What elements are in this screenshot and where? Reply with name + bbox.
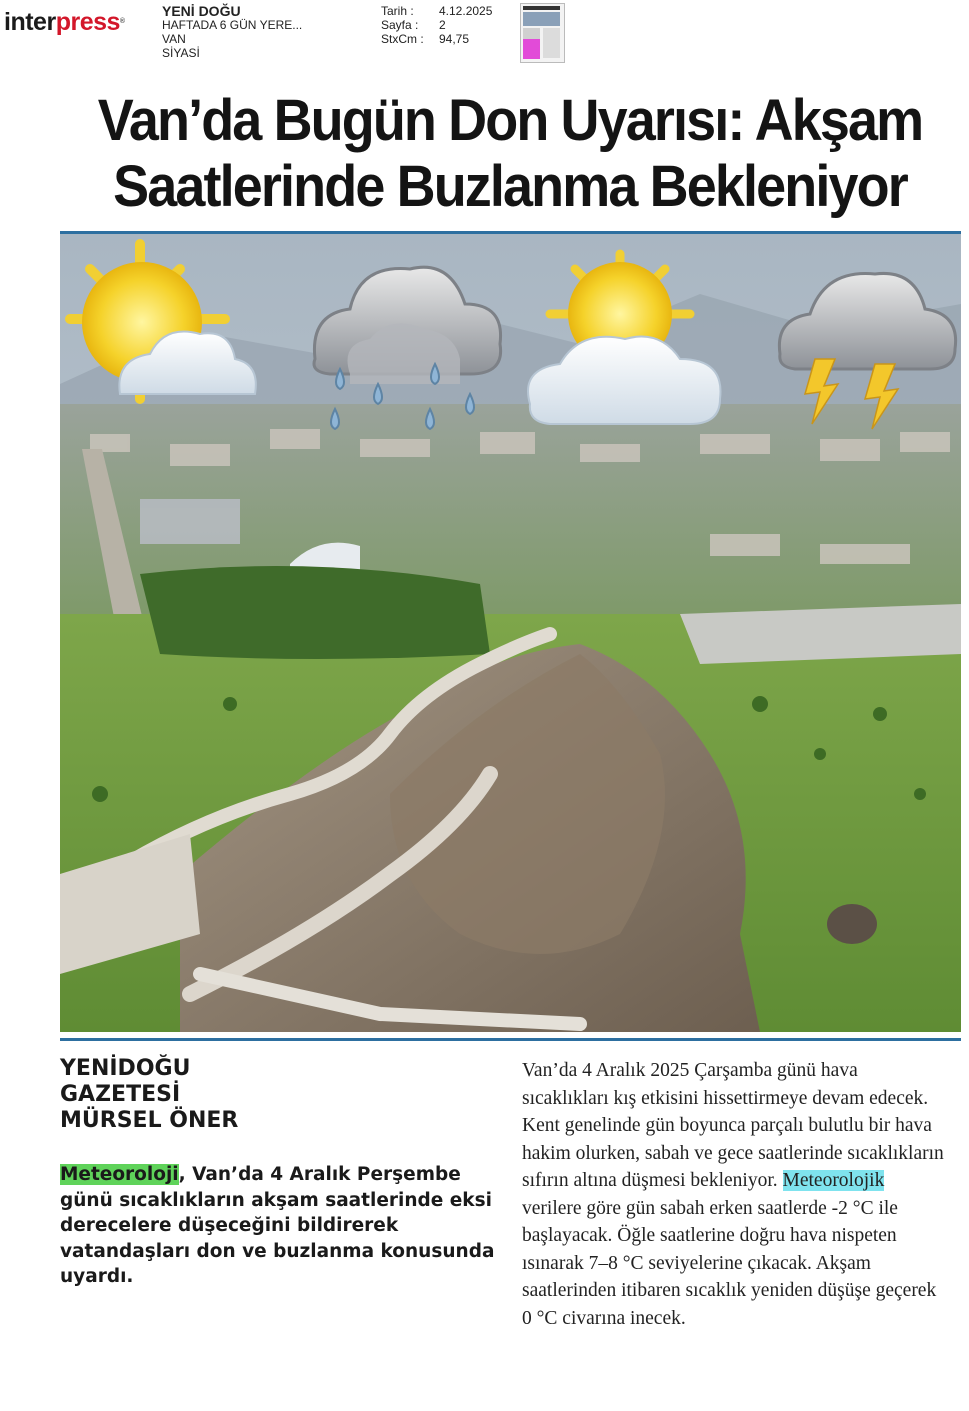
lead-paragraph [60, 1162, 500, 1290]
publication-info [162, 4, 302, 60]
byline-line-1: YENİDOĞU [60, 1056, 191, 1081]
headline-line-2: Saatlerinde Buzlanma Bekleniyor [113, 154, 907, 219]
article-photo [60, 231, 961, 1041]
page-value: 2 [439, 18, 446, 32]
body-text-part-2: verilere göre gün sabah erken saatlerde -2 °C ile başlayacak. Öğle saatlerine doğru hava nispeten ısınarak 7–8 °C seviyelerine çıkacak. Akşam saatlerinden itibaren sıcaklık yeniden düşüşe geçerek 0 °C civarına inecek. [522, 1197, 937, 1329]
headline [92, 88, 929, 220]
body-paragraph [522, 1057, 947, 1332]
lead-highlight: Meteoroloji [60, 1164, 179, 1185]
byline [60, 1056, 238, 1134]
page-thumbnail[interactable] [520, 3, 565, 63]
publication-city: VAN [162, 32, 186, 46]
publication-frequency: HAFTADA 6 GÜN YERE... [162, 18, 303, 32]
body-highlight: Meteorolojik [782, 1170, 885, 1191]
lead-text: , Van’da 4 Aralık Perşembe günü sıcaklıkların akşam saatlerinde eksi derecelere düşeceğini bildirerek vatandaşları don ve buzlanma konusunda uyardı. [60, 1164, 495, 1287]
body-text-part-1: Van’da 4 Aralık 2025 Çarşamba günü hava sıcaklıkları kış etkisini hissettirmeye devam edecek. Kent genelinde gün boyunca parçalı bulutlu bir hava hakim olurken, sabah ve gece saatlerinde sıcaklıkların sıfırın altına düşmesi bekleniyor. [522, 1060, 944, 1191]
page-label: Sayfa : [381, 18, 419, 32]
byline-author: MÜRSEL ÖNER [60, 1108, 239, 1133]
stxcm-value: 94,75 [439, 32, 470, 46]
date-label: Tarih : [381, 4, 414, 18]
interpress-logo: interpress® [4, 8, 125, 36]
publication-name: YENİ DOĞU [162, 3, 241, 19]
clipping-meta [381, 4, 492, 46]
publication-section: SİYASİ [162, 46, 200, 60]
byline-line-2: GAZETESİ [60, 1082, 181, 1107]
stxcm-label: StxCm : [381, 32, 424, 46]
headline-line-1: Van’da Bugün Don Uyarısı: Akşam [97, 88, 923, 153]
date-value: 4.12.2025 [439, 4, 493, 18]
